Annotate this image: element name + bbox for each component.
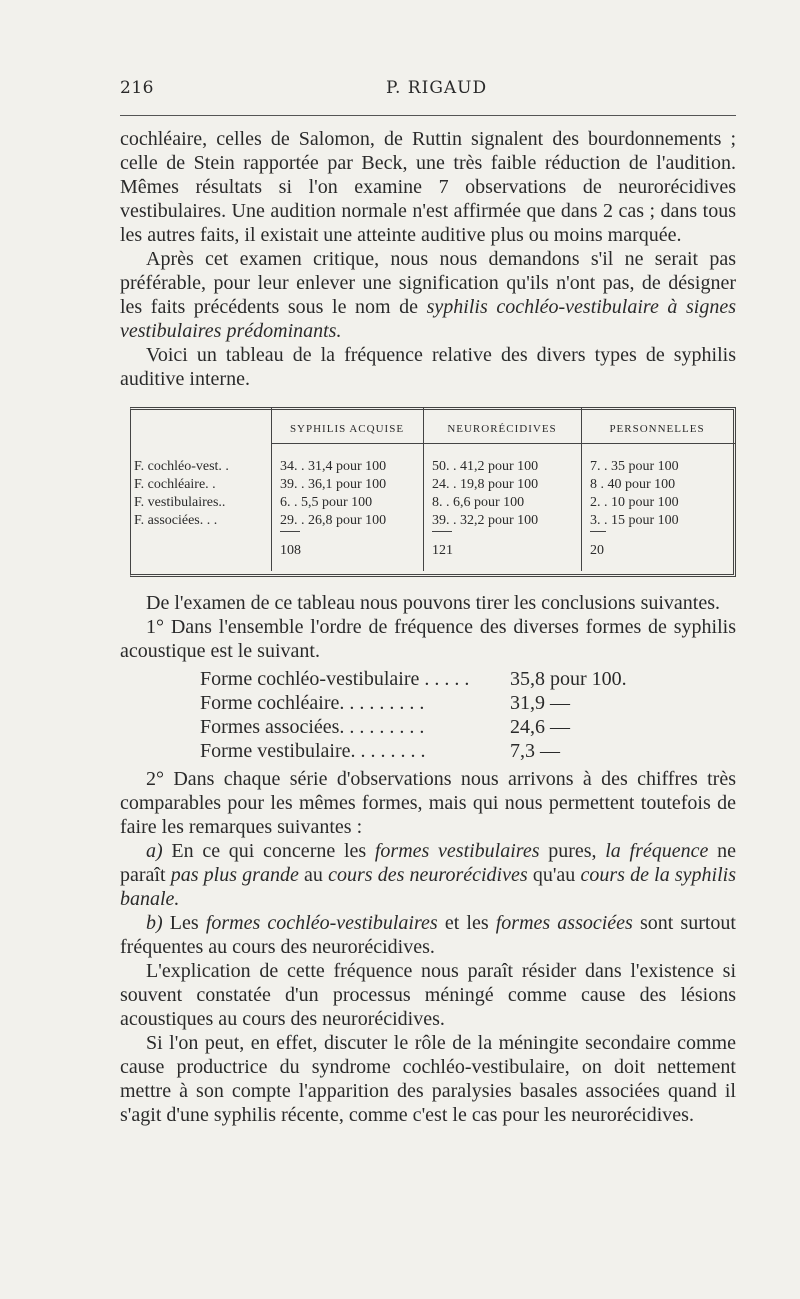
italic-run: formes vestibulaires: [374, 840, 540, 862]
text-run: pures,: [539, 840, 606, 862]
paragraph: 1° Dans l'ensemble l'ordre de fréquence des diverses formes de syphilis acoustique est le suivant.: [120, 616, 736, 662]
table-cell: 34. . 31,4 pour 100: [280, 459, 387, 474]
italic-run: la fréquence: [605, 840, 709, 862]
ranking-row: [200, 691, 670, 715]
paragraph: [120, 911, 736, 959]
text-run: En ce qui concerne les: [162, 840, 375, 862]
ranking-label: Forme cochléo-vestibulaire . . . . .: [200, 668, 470, 690]
running-title: P. RIGAUD: [386, 78, 488, 98]
italic-run: cours de la syphilis banale.: [120, 864, 736, 910]
column-header: SYPHILIS ACQUISE: [289, 423, 405, 435]
page-body: [120, 127, 736, 1127]
table-cell: 24. . 19,8 pour 100: [432, 477, 539, 492]
row-label: F. associées. . .: [134, 513, 218, 528]
column-total: 20: [590, 543, 604, 558]
ranking-list: [120, 667, 736, 763]
table-cell: 2. . 10 pour 100: [590, 495, 679, 510]
frequency-table: [130, 407, 736, 577]
paragraph: [120, 247, 736, 343]
paragraph: L'explication de cette fréquence nous paraît résider dans l'existence si souvent constatée d'un processus méningé comme cause des lésions acoustiques au cours des neurorécidives.: [120, 960, 736, 1030]
sum-rule: [432, 531, 452, 532]
paragraph: Si l'on peut, en effet, discuter le rôle de la méningite secondaire comme cause productrice du syndrome cochléo-vestibulaire, on doit nettement mettre à son compte l'apparition des paralysies basales associées quand il s'agit d'une syphilis récente, comme c'est le cas pour les neurorécidives.: [120, 1032, 736, 1126]
paragraph: cochléaire, celles de Salomon, de Ruttin signalent des bourdonnements ; celle de Stein rapportée par Beck, une très faible réduction de l'audition. Mêmes résultats si l'on examine 7 observations de neurorécidives vestibulaires. Une audition normale n'est affirmée que dans 2 cas ; dans tous les autres faits, il existait une atteinte auditive plus ou moins marquée.: [120, 128, 736, 246]
column-header: NEURORÉCIDIVES: [447, 423, 557, 435]
paragraph: 2° Dans chaque série d'observations nous arrivons à des chiffres très comparables pour les mêmes formes, mais qui nous permettent toutefois de faire les remarques suivantes :: [120, 768, 736, 838]
column-total: 108: [280, 543, 301, 558]
table-cell: 8 . 40 pour 100: [590, 477, 676, 492]
ranking-label: Formes associées. . . . . . . . .: [200, 716, 425, 738]
ranking-value: 7,3 —: [510, 740, 560, 762]
ranking-row: [200, 667, 670, 691]
ranking-value: 31,9 —: [510, 692, 570, 714]
italic-run: syphilis cochléo-vestibulaire à signes vestibulaires prédominants.: [120, 296, 736, 342]
ranking-row: [200, 739, 670, 763]
text-run: sont surtout fréquentes au cours des neurorécidives.: [120, 912, 736, 958]
italic-run: formes cochléo-vestibulaires: [205, 912, 438, 934]
table-cell: 8. . 6,6 pour 100: [432, 495, 525, 510]
table-cell: 3. . 15 pour 100: [590, 513, 679, 528]
header-rule: [120, 115, 736, 116]
ranking-row: [200, 715, 670, 739]
italic-run: a): [146, 840, 163, 862]
page-header: [0, 78, 800, 102]
column-total: 121: [432, 543, 453, 558]
text-run: ne paraît: [120, 840, 736, 886]
paragraph: Voici un tableau de la fréquence relative des divers types de syphilis auditive interne.: [120, 344, 736, 390]
italic-run: formes associées: [495, 912, 633, 934]
italic-run: cours des neurorécidives: [328, 864, 528, 886]
ranking-label: Forme cochléaire. . . . . . . . .: [200, 692, 425, 714]
header-rule: [271, 443, 735, 444]
page-number: 216: [120, 78, 154, 98]
text-run: qu'au: [527, 864, 581, 886]
row-label: F. cochléaire. .: [134, 477, 216, 492]
table-cell: 39. . 36,1 pour 100: [280, 477, 387, 492]
text-run: Après cet examen critique, nous nous demandons s'il ne serait pas préférable, pour leur enlever une signification qu'ils n'ont pas, de désigner les faits précédents sous le nom de: [120, 248, 736, 318]
text-run: Les: [162, 912, 206, 934]
row-label: F. cochléo-vest. .: [134, 459, 229, 474]
italic-run: pas plus grande: [170, 864, 299, 886]
table-cell: 50. . 41,2 pour 100: [432, 459, 539, 474]
text-run: et les: [437, 912, 496, 934]
text-run: au: [298, 864, 329, 886]
sum-rule: [590, 531, 606, 532]
ranking-value: 35,8 pour 100.: [510, 668, 627, 690]
paragraph: [120, 839, 736, 911]
row-label: F. vestibulaires..: [134, 495, 226, 510]
table-cell: 7. . 35 pour 100: [590, 459, 679, 474]
table-cell: 6. . 5,5 pour 100: [280, 495, 373, 510]
ranking-value: 24,6 —: [510, 716, 570, 738]
paragraph: De l'examen de ce tableau nous pouvons tirer les conclusions suivantes.: [146, 592, 721, 614]
sum-rule: [280, 531, 300, 532]
column-header: PERSONNELLES: [609, 423, 705, 435]
ranking-label: Forme vestibulaire. . . . . . . .: [200, 740, 426, 762]
table-cell: 39. . 32,2 pour 100: [432, 513, 539, 528]
table-cell: 29. . 26,8 pour 100: [280, 513, 387, 528]
italic-run: b): [146, 912, 163, 934]
